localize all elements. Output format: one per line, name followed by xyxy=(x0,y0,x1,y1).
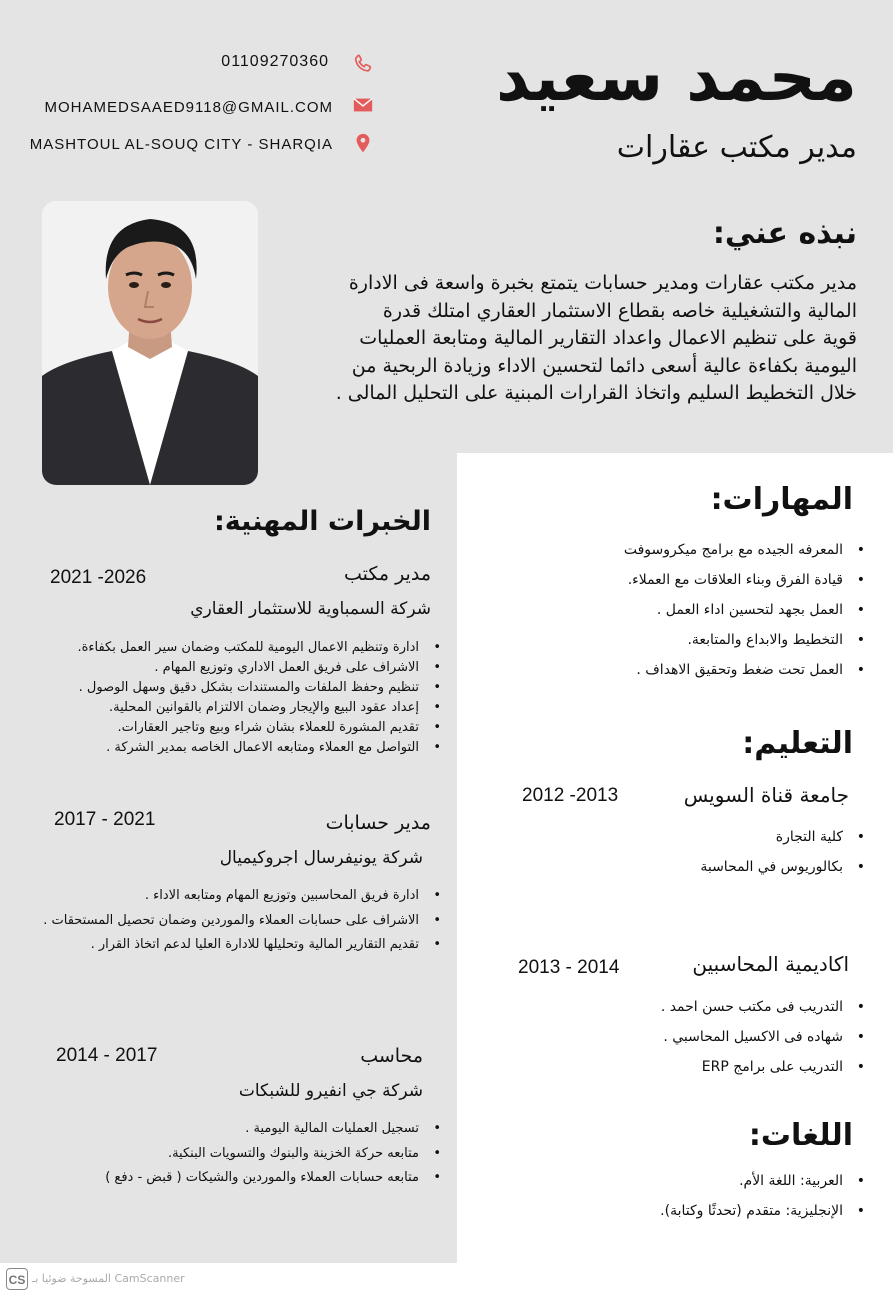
location-pin-icon xyxy=(352,132,374,154)
list-item: • تسجيل العمليات المالية اليومية . xyxy=(105,1117,441,1142)
profile-photo xyxy=(42,201,258,485)
list-item: • شهاده فى الاكسيل المحاسبي . xyxy=(661,1022,865,1052)
job-company: شركة السمباوية للاستثمار العقاري xyxy=(190,599,431,619)
list-item: • التواصل مع العملاء ومتابعه الاعمال الخاصه بمدير الشركة . xyxy=(77,738,441,758)
job-years: 2017 - 2021 xyxy=(54,809,156,830)
list-item: • العمل بجهد لتحسين اداء العمل . xyxy=(624,595,865,625)
about-heading: نبذه عني: xyxy=(712,216,857,251)
camscanner-logo: CS xyxy=(6,1268,28,1290)
about-line: مدير مكتب عقارات ومدير حسابات يتمتع بخبرة واسعة فى الادارة xyxy=(348,272,857,294)
job-duties-list xyxy=(43,884,441,958)
education-years: 2012 -2013 xyxy=(522,785,619,806)
list-item: • تنظيم وحفظ الملفات والمستندات بشكل دقيق وسهل الوصول . xyxy=(77,678,441,698)
camscanner-watermark: المسوحة ضوئيا بـ CamScanner xyxy=(32,1272,185,1285)
list-item: • المعرفه الجيده مع برامج ميكروسوفت xyxy=(624,535,865,565)
list-item: • التخطيط والابداع والمتابعة. xyxy=(624,625,865,655)
list-item: • التدريب على برامج ERP xyxy=(661,1052,865,1082)
about-text xyxy=(292,270,857,408)
about-line: قوية على تنظيم الاعمال واعداد التقارير المالية ومتابعة العمليات xyxy=(359,327,857,349)
languages-list xyxy=(660,1166,865,1226)
list-item: • بكالوريوس في المحاسبة xyxy=(700,852,865,882)
job-years: 2014 - 2017 xyxy=(56,1045,158,1066)
list-item: • الاشراف على فريق العمل الاداري وتوزيع المهام . xyxy=(77,658,441,678)
list-item: • العمل تحت ضغط وتحقيق الاهداف . xyxy=(624,655,865,685)
mail-icon xyxy=(352,94,374,116)
list-item: • التدريب فى مكتب حسن احمد . xyxy=(661,992,865,1022)
job-duties-list xyxy=(105,1117,441,1191)
languages-heading: اللغات: xyxy=(748,1118,853,1153)
about-line: المالية والتشغيلية خاصه بقطاع الاستثمار العقاري امتلك قدرة xyxy=(382,299,857,322)
address: MASHTOUL AL-SOUQ CITY - SHARQIA xyxy=(29,136,333,153)
job-role: مدير مكتب xyxy=(343,563,431,585)
email-address: MOHAMEDSAAED9118@GMAIL.COM xyxy=(44,99,333,116)
skills-heading: المهارات: xyxy=(710,482,853,517)
job-company: شركة جي انفيرو للشبكات xyxy=(238,1081,423,1101)
list-item: • تقديم التقارير المالية وتحليلها للادارة العليا لدعم اتخاذ القرار . xyxy=(43,933,441,958)
list-item: • العربية: اللغة الأم. xyxy=(660,1166,865,1196)
list-item: • إعداد عقود البيع والإيجار وضمان الالتزام بالقوانين المحلية. xyxy=(77,698,441,718)
skills-list xyxy=(624,535,865,685)
list-item: • قيادة الفرق وبناء العلاقات مع العملاء. xyxy=(624,565,865,595)
list-item: • ادارة وتنظيم الاعمال اليومية للمكتب وضمان سير العمل بكفاءة. xyxy=(77,638,441,658)
list-item: • الإنجليزية: متقدم (تحدثًا وكتابة). xyxy=(660,1196,865,1226)
about-line: خلال التخطيط السليم واتخاذ القرارات المبنية على التحليل المالى . xyxy=(335,382,857,404)
job-role: مدير حسابات xyxy=(325,812,431,834)
person-name: محمد سعيد xyxy=(495,39,857,116)
education-items-list xyxy=(661,992,865,1082)
about-line: اليومية بكفاءة عالية أسعى دائما لتحسين الاداء وزيادة الربحية من xyxy=(351,354,857,377)
list-item: • الاشراف على حسابات العملاء والموردين وضمان تحصيل المستحقات . xyxy=(43,909,441,934)
job-duties-list xyxy=(77,638,441,758)
education-items-list xyxy=(700,822,865,882)
job-years: 2021 -2026 xyxy=(50,567,147,588)
list-item: • متابعه حسابات العملاء والموردين والشيكات ( قبض - دفع ) xyxy=(105,1166,441,1191)
list-item: • كلية التجارة xyxy=(700,822,865,852)
job-company: شركة يونيفرسال اجروكيميال xyxy=(219,848,423,868)
list-item: • متابعه حركة الخزينة والبنوك والتسويات البنكية. xyxy=(105,1142,441,1167)
job-title: مدير مكتب عقارات xyxy=(616,130,857,165)
education-institution: اكاديمية المحاسبين xyxy=(692,952,849,976)
list-item: • تقديم المشورة للعملاء بشان شراء وبيع وتاجير العقارات. xyxy=(77,718,441,738)
education-institution: جامعة قناة السويس xyxy=(683,783,849,807)
experience-heading: الخبرات المهنية: xyxy=(214,506,431,537)
education-heading: التعليم: xyxy=(742,726,853,761)
job-role: محاسب xyxy=(360,1045,423,1067)
education-years: 2013 - 2014 xyxy=(518,957,620,978)
list-item: • ادارة فريق المحاسبين وتوزيع المهام ومتابعه الاداء . xyxy=(43,884,441,909)
phone-number: 01109270360 xyxy=(221,53,329,70)
phone-icon xyxy=(352,53,374,75)
